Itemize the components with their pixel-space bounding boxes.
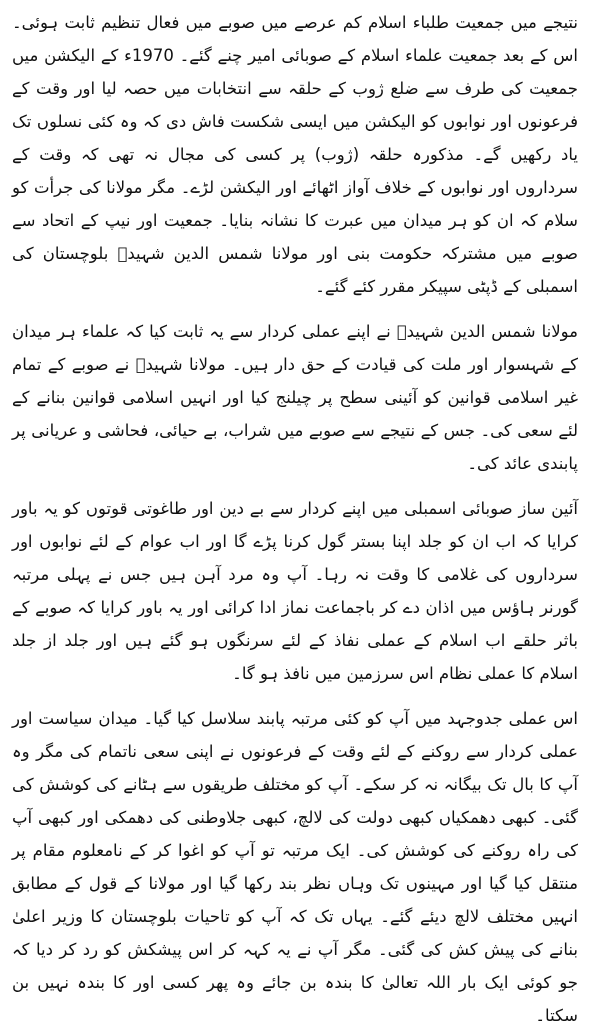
paragraph-4: اس عملی جدوجہد میں آپ کو کئی مرتبہ پابند سلاسل کیا گیا۔ میدان سیاست اور عملی کردار سے روکنے کے لئے وقت کے فرعونوں نے اپنی سعی ناتمام کی مگر وہ آپ کا بال تک بیگانہ نہ کر سکے۔ آپ کو مختلف طریقوں سے ہٹانے کی کوشش کی گئی۔ کبھی دھمکیاں کبھی دولت کی لالچ، کبھی جلاوطنی کی دھمکی اور کبھی آپ کی راہ روکنے کی کوشش کی۔ ایک مرتبہ تو آپ کو اغوا کر کے نامعلوم مقام پر منتقل کیا گیا اور مہینوں تک وہاں نظر بند رکھا گیا اور مولانا کے قول کے مطابق انہیں مختلف لالچ دیئے گئے۔ یہاں تک کہ آپ کو تاحیات بلوچستان کا وزیر اعلیٰ بنانے کی پیش کش کی گئی۔ مگر آپ نے یہ کہہ کر اس پیشکش کو رد کر دیا کہ جو کوئی ایک بار اللہ تعالیٰ کا بندہ بن جائے وہ پھر کسی اور کا بندہ نہیں بن سکتا۔ xyxy=(12,709,578,1025)
paragraph-3: آئین ساز صوبائی اسمبلی میں اپنے کردار سے بے دین اور طاغوتی قوتوں کو یہ باور کرایا کہ اب ان کو جلد اپنا بستر گول کرنا پڑے گا اور اب عوام کے لئے نوابوں اور سرداروں کی غلامی کا وقت نہ رہا۔ آپ وہ مرد آہن ہیں جس نے پہلی مرتبہ گورنر ہاؤس میں اذان دے کر باجماعت نماز ادا کرائی اور یہ باور کرایا کہ صوبے کے باثر حلقے اب اسلام کے عملی نفاذ کے لئے سرنگوں ہو گئے ہیں اور جلد از جلد اسلام کا عملی نظام اس سرزمین میں نافذ ہو گا۔ xyxy=(12,499,578,683)
paragraph-1: نتیجے میں جمعیت طلباء اسلام کم عرصے میں صوبے میں فعال تنظیم ثابت ہوئی۔ اس کے بعد جمعیت علماء اسلام کے صوبائی امیر چنے گئے۔ 1970ء کے الیکشن میں جمعیت کی طرف سے ضلع ژوب کے حلقہ سے انتخابات میں حصہ لیا اور وقت کے فرعونوں اور نوابوں کو الیکشن میں ایسی شکست فاش دی کہ وہ کئی نسلوں تک یاد رکھیں گے۔ مذکورہ حلقہ (ژوب) پر کسی کی مجال نہ تھی کہ وقت کے سرداروں اور نوابوں کے خلاف آواز اٹھائے اور الیکشن لڑے۔ مگر مولانا کی جرأت کو سلام کہ ان کو ہر میدان میں عبرت کا نشانہ بنایا۔ جمعیت اور نیپ کے اتحاد سے صوبے میں مشترکہ حکومت بنی اور مولانا شمس الدین شہیدؒ بلوچستان کی اسمبلی کے ڈپٹی سپیکر مقرر کئے گئے۔ xyxy=(12,13,578,296)
paragraph-2: مولانا شمس الدین شہیدؒ نے اپنے عملی کردار سے یہ ثابت کیا کہ علماء ہر میدان کے شہسوار اور ملت کی قیادت کے حق دار ہیں۔ مولانا شہیدؒ نے صوبے کے تمام غیر اسلامی قوانین کو آئینی سطح پر چیلنج کیا اور انہیں اسلامی قوانین بنانے کے لئے سعی کی۔ جس کے نتیجے سے صوبے میں شراب، بے حیائی، فحاشی و عریانی پر پابندی عائد کی۔ xyxy=(12,322,578,473)
